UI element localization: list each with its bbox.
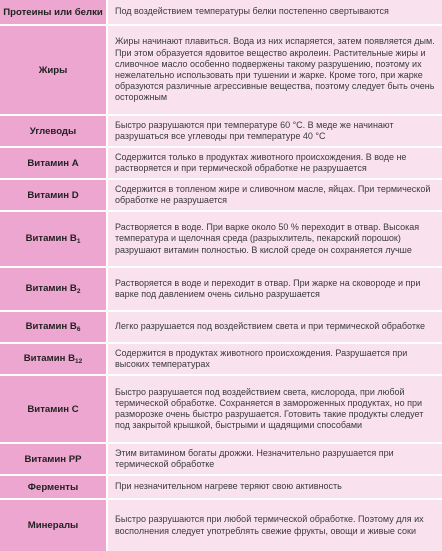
row-description: Содержится в продуктах животного происхождения. Разрушается при высоких температурах [108,344,442,376]
row-description: Быстро разрушаются при любой термической обработке. Поэтому для их восполнения следует употреблять свежие фрукты, овощи и живые соки [108,500,442,551]
table-row [0,0,442,26]
table-row [0,26,442,116]
row-name: Витамин С [0,376,106,444]
table-row [0,116,442,148]
row-name: Витамин РР [0,444,106,476]
row-description: Под воздействием температуры белки постепенно свертываются [108,0,442,26]
table-row [0,148,442,180]
row-name: Витамин А [0,148,106,180]
row-name: Витамин $В_6$ [0,312,106,344]
row-name: Ферменты [0,476,106,500]
table-row [0,476,442,500]
table-row [0,376,442,444]
row-name: Минералы [0,500,106,551]
table-row [0,312,442,344]
table-row [0,344,442,376]
row-description: При незначительном нагреве теряют свою активность [108,476,442,500]
row-name: Жиры [0,26,106,116]
row-name: Витамин $В_2$ [0,268,106,312]
row-name: Протеины или белки [0,0,106,26]
table-row [0,500,442,551]
row-description: Этим витамином богаты дрожжи. Незначительно разрушается при термической обработке [108,444,442,476]
row-name: Углеводы [0,116,106,148]
row-description: Быстро разрушается под воздействием света, кислорода, при любой термической обработке. Сохраняется в замороженных продуктах, но при разморозке очень быстро разрушается. Готовить такие продукты следует под закрытой крышкой, быстрыми и щадящими способами [108,376,442,444]
table-row [0,180,442,212]
row-description: Содержится только в продуктах животного происхождения. В воде не растворяется и при термической обработке не разрушается [108,148,442,180]
row-description: Растворяется в воде. При варке около 50 % переходит в отвар. Высокая температура и щелочная среда (разрыхлитель, пекарский порошок) разрушают витамин полностью. В кислой среде он сохраняется лучше [108,212,442,268]
row-description: Легко разрушается под воздействием света и при термической обработке [108,312,442,344]
row-name: Витамин $В_{12}$ [0,344,106,376]
table-row [0,212,442,268]
row-name: Витамин $В_1$ [0,212,106,268]
table-row [0,268,442,312]
table-row [0,444,442,476]
row-name: Витамин D [0,180,106,212]
row-description: Жиры начинают плавиться. Вода из них испаряется, затем появляется дым. При этом образуется ядовитое вещество акролеин. Растительные жиры и сливочное масло особенно подвержены такому разрушению, поэтому их нежелательно использовать при тушении и жарке. Кроме того, при жарке образуются различные агрессивные вещества, поэтому следует быть очень осторожным [108,26,442,116]
row-description: Быстро разрушаются при температуре 60 °С. В меде же начинают разрушаться все углеводы при температуре 40 °С [108,116,442,148]
row-description: Растворяется в воде и переходит в отвар. При жарке на сковороде и при варке под давлением очень сильно разрушается [108,268,442,312]
row-description: Содержится в топленом жире и сливочном масле, яйцах. При термической обработке не разрушается [108,180,442,212]
